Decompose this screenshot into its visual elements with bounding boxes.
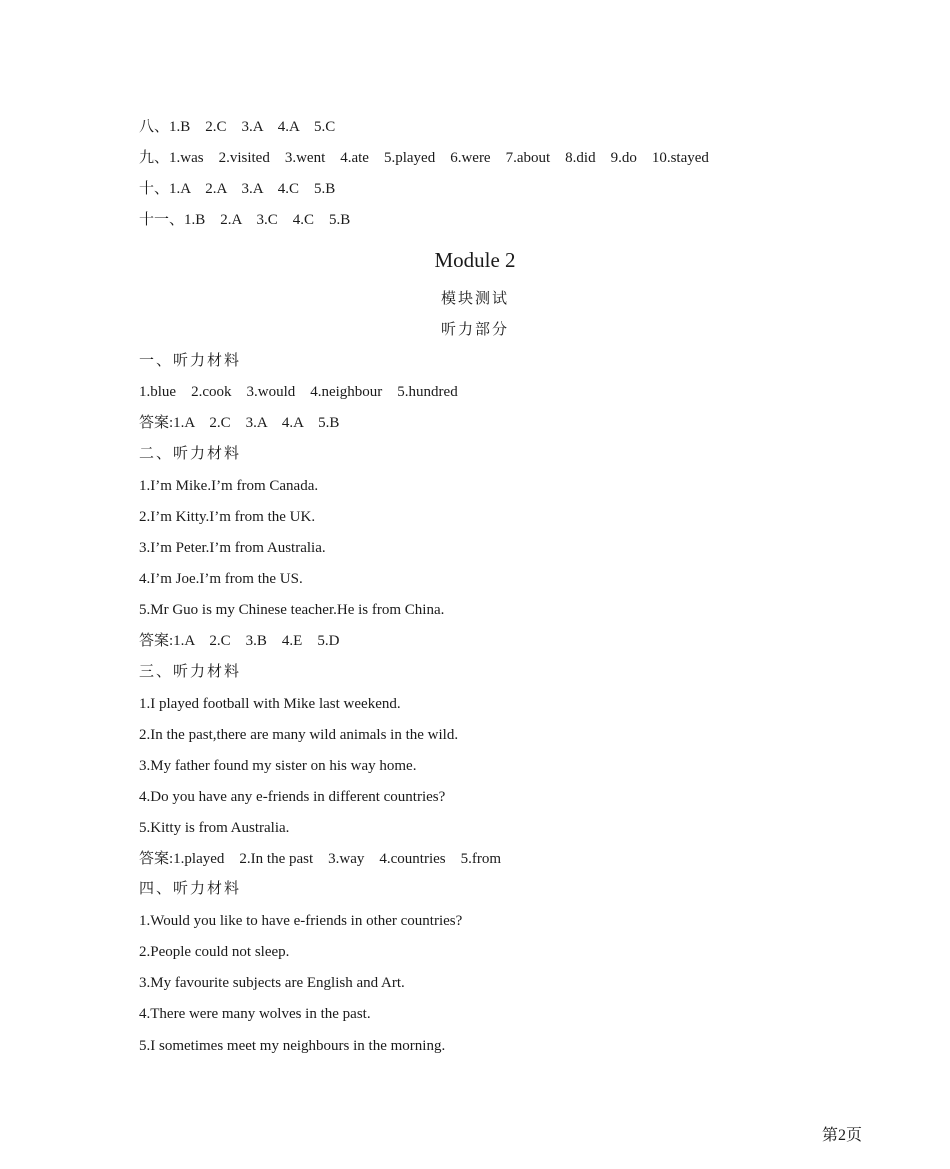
section-3-line: 3.My father found my sister on his way home. xyxy=(139,758,417,774)
section-4-line: 4.There were many wolves in the past. xyxy=(139,1006,371,1022)
answer-line-9: 九、1.was 2.visited 3.went 4.ate 5.played 6.were 7.about 8.did 9.do 10.stayed xyxy=(139,150,709,166)
answer-line-11: 十一、1.B 2.A 3.C 4.C 5.B xyxy=(139,212,351,228)
section-2-line: 4.I’m Joe.I’m from the US. xyxy=(139,571,303,587)
section-2-label: 二、听力材料 xyxy=(139,446,242,462)
test-title: 模块测试 xyxy=(440,291,509,307)
module-title: Module 2 xyxy=(434,248,516,272)
section-1-answer: 答案:1.A 2.C 3.A 4.A 5.B xyxy=(139,415,340,431)
section-3-line: 5.Kitty is from Australia. xyxy=(139,820,290,836)
section-1-words: 1.blue 2.cook 3.would 4.neighbour 5.hundred xyxy=(139,384,458,400)
section-4-line: 2.People could not sleep. xyxy=(139,944,290,960)
section-4-line: 1.Would you like to have e-friends in other countries? xyxy=(139,913,463,929)
answer-line-10: 十、1.A 2.A 3.A 4.C 5.B xyxy=(139,181,336,197)
section-3-answer: 答案:1.played 2.In the past 3.way 4.countries 5.from xyxy=(139,851,502,867)
section-2-line: 3.I’m Peter.I’m from Australia. xyxy=(139,540,326,556)
section-4-line: 5.I sometimes meet my neighbours in the morning. xyxy=(139,1038,446,1054)
section-2-answer: 答案:1.A 2.C 3.B 4.E 5.D xyxy=(139,633,340,649)
section-4-label: 四、听力材料 xyxy=(139,881,242,897)
answer-line-8: 八、1.B 2.C 3.A 4.A 5.C xyxy=(139,119,336,135)
section-2-line: 2.I’m Kitty.I’m from the UK. xyxy=(139,509,316,525)
listening-title: 听力部分 xyxy=(440,322,509,338)
section-1-label: 一、听力材料 xyxy=(139,353,242,369)
section-4-line: 3.My favourite subjects are English and Art. xyxy=(139,975,405,991)
section-3-line: 4.Do you have any e-friends in different countries? xyxy=(139,789,446,805)
section-3-label: 三、听力材料 xyxy=(139,664,242,680)
page-number: 第2页 xyxy=(821,1127,862,1144)
section-2-line: 5.Mr Guo is my Chinese teacher.He is from China. xyxy=(139,602,445,618)
section-2-line: 1.I’m Mike.I’m from Canada. xyxy=(139,478,319,494)
section-3-line: 2.In the past,there are many wild animals in the wild. xyxy=(139,727,459,743)
section-3-line: 1.I played football with Mike last weekend. xyxy=(139,696,401,712)
